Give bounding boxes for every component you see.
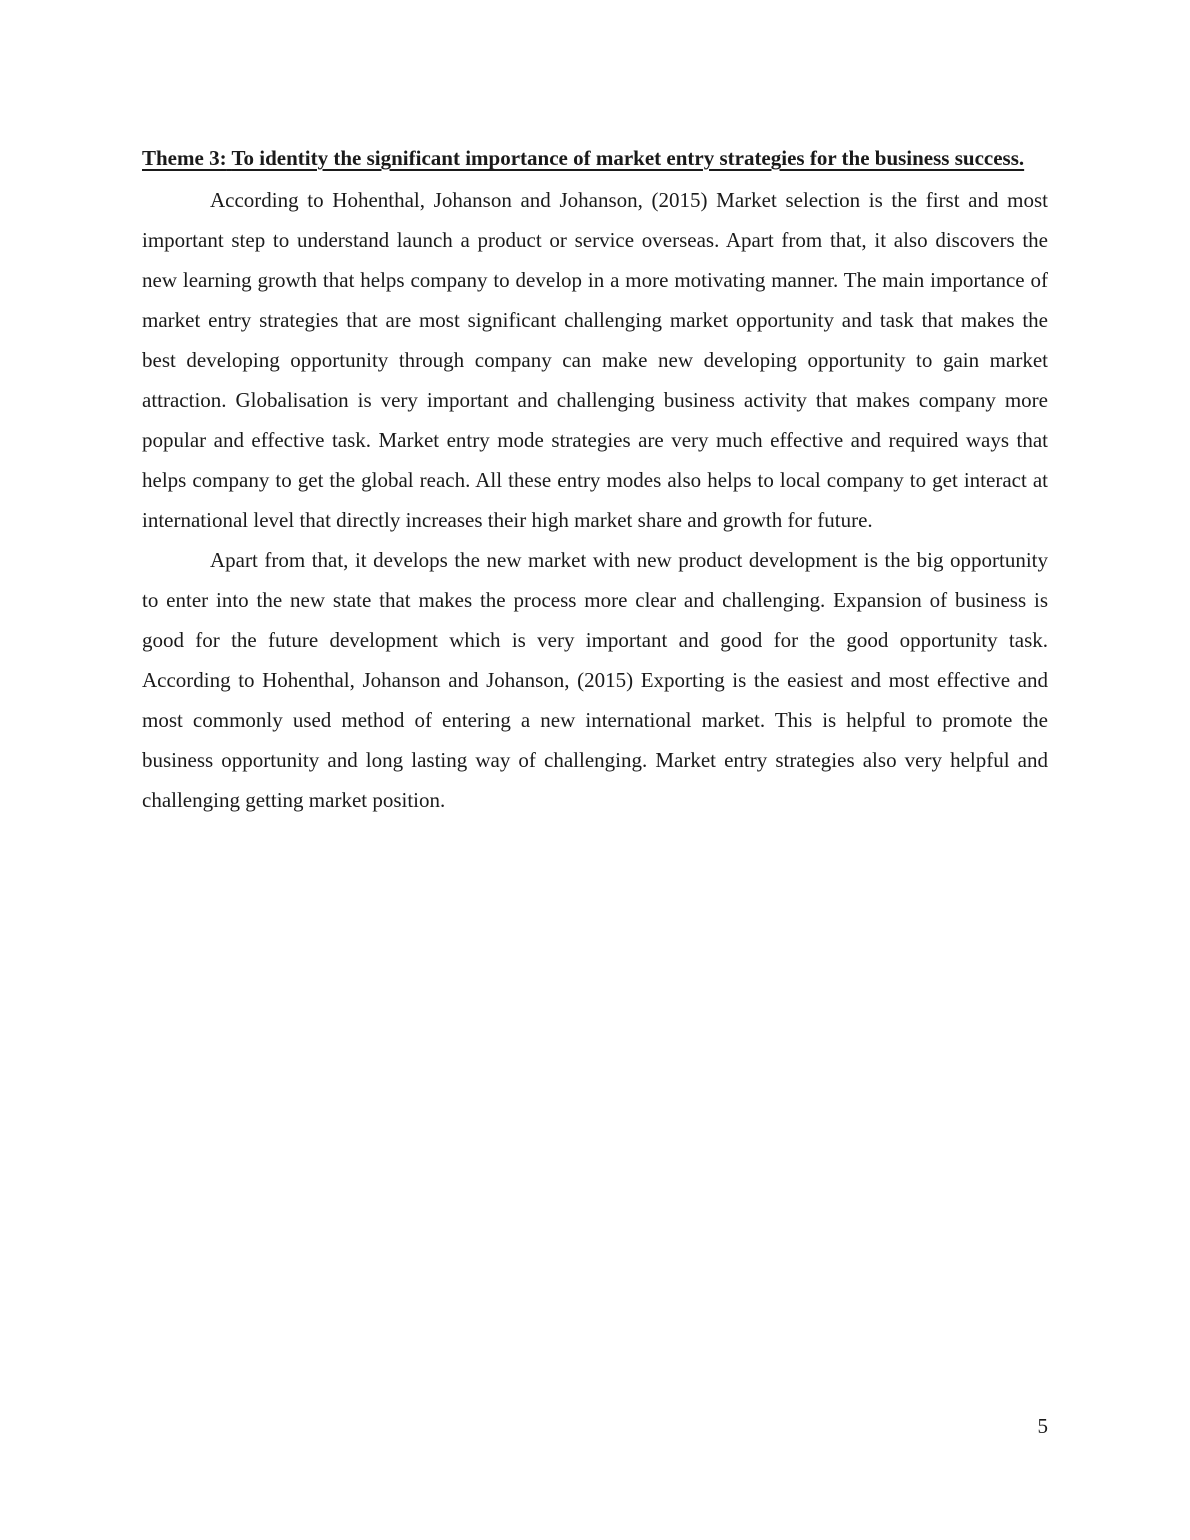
section-heading-text: To identity the significant importance of market entry strategies for the business success. xyxy=(231,146,1025,170)
section-heading-label: Theme 3: xyxy=(142,146,227,170)
page-number: 5 xyxy=(1037,1414,1048,1438)
page-content xyxy=(142,138,1048,820)
section-heading xyxy=(142,138,1048,178)
body-paragraph-2: Apart from that, it develops the new market with new product development is the big opportunity to enter into the new state that makes the process more clear and challenging. Expansion of business is good for the future development which is very important and good for the good opportunity task. According to Hohenthal, Johanson and Johanson, (2015) Exporting is the easiest and most effective and most commonly used method of entering a new international market. This is helpful to promote the business opportunity and long lasting way of challenging. Market entry strategies also very helpful and challenging getting market position. xyxy=(142,548,1048,812)
body-paragraph-1: According to Hohenthal, Johanson and Johanson, (2015) Market selection is the first and most important step to understand launch a product or service overseas. Apart from that, it also discovers the new learning growth that helps company to develop in a more motivating manner. The main importance of market entry strategies that are most significant challenging market opportunity and task that makes the best developing opportunity through company can make new developing opportunity to gain market attraction. Globalisation is very important and challenging business activity that makes company more popular and effective task. Market entry mode strategies are very much effective and required ways that helps company to get the global reach. All these entry modes also helps to local company to get interact at international level that directly increases their high market share and growth for future. xyxy=(142,188,1048,532)
